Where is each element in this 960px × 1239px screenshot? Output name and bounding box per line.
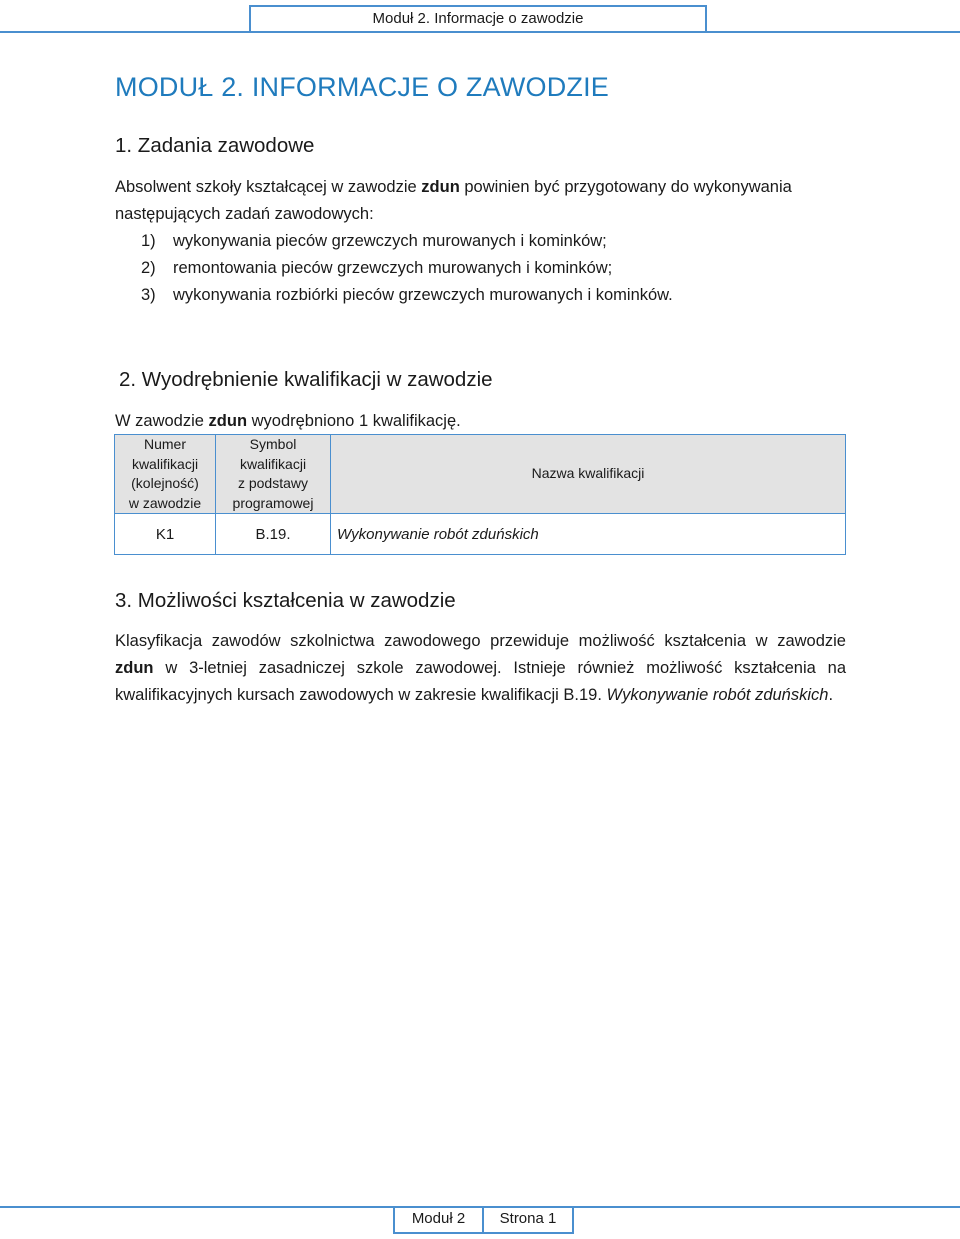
header-line: (kolejność) bbox=[131, 475, 199, 491]
section1-intro-text: Absolwent szkoły kształcącej w zawodzie bbox=[115, 178, 422, 196]
header-line: z podstawy bbox=[237, 475, 309, 491]
list-item-number: 1) bbox=[141, 232, 156, 250]
section3-bold: zdun bbox=[115, 659, 154, 677]
list-item-text: wykonywania pieców grzewczych murowanych i kominków; bbox=[173, 232, 607, 250]
section3-paragraph bbox=[115, 628, 846, 709]
list-item-number: 2) bbox=[141, 259, 156, 277]
section2-intro-bold: zdun bbox=[208, 412, 248, 430]
header-title: Moduł 2. Informacje o zawodzie bbox=[372, 10, 584, 27]
list-item-number: 3) bbox=[141, 286, 156, 304]
section2-intro bbox=[115, 408, 461, 435]
list-item bbox=[141, 228, 841, 255]
cell-symbol: B.19. bbox=[216, 514, 331, 555]
table-header-name: Nazwa kwalifikacji bbox=[331, 435, 846, 514]
section2-intro-text-end: wyodrębniono 1 kwalifikację. bbox=[247, 412, 461, 430]
cell-name bbox=[331, 514, 846, 555]
footer-module: Moduł 2 bbox=[411, 1210, 466, 1227]
header-line: kwalifikacji bbox=[131, 455, 199, 472]
section1-intro-text-end: powinien być przygotowany do wykonywania następujących zadań zawodowych: bbox=[115, 178, 792, 223]
header-line: kwalifikacji bbox=[239, 455, 307, 472]
section3-text-end: . bbox=[828, 686, 834, 704]
qualification-table bbox=[114, 434, 846, 555]
section3-italic: Wykonywanie robót zduńskich bbox=[606, 686, 829, 704]
table-header-symbol bbox=[216, 435, 331, 514]
section3-heading: 3. Możliwości kształcenia w zawodzie bbox=[115, 589, 456, 612]
section1-intro bbox=[115, 174, 847, 228]
cell-number: K1 bbox=[115, 514, 216, 555]
table-header-row bbox=[115, 435, 846, 514]
header-line: w zawodzie bbox=[128, 494, 202, 511]
header-line: programowej bbox=[232, 494, 314, 511]
footer-page-number: Strona 1 bbox=[499, 1210, 557, 1227]
section2-intro-text: W zawodzie bbox=[115, 412, 209, 430]
section2-heading: 2. Wyodrębnienie kwalifikacji w zawodzie bbox=[119, 368, 493, 391]
table-header-number bbox=[115, 435, 216, 514]
table-row bbox=[115, 514, 846, 555]
list-item bbox=[141, 255, 841, 282]
cell-name-text: Wykonywanie robót zduńskich bbox=[337, 525, 539, 543]
task-list bbox=[141, 228, 841, 309]
header-line: Numer bbox=[143, 436, 186, 452]
section1-intro-bold: zdun bbox=[421, 178, 460, 196]
header-line: Symbol bbox=[249, 436, 297, 452]
page-title: MODUŁ 2. INFORMACJE O ZAWODZIE bbox=[115, 72, 610, 102]
list-item bbox=[141, 282, 841, 309]
list-item-text: wykonywania rozbiórki pieców grzewczych murowanych i kominków. bbox=[173, 286, 673, 304]
section3-text-mid: w 3-letniej zasadniczej szkole zawodowej. Istnieje również możliwość kształcenia na kwalifikacyjnych kursach zawodowych w zakresie kwalifikacji B.19. bbox=[115, 659, 846, 704]
section3-text: Klasyfikacja zawodów szkolnictwa zawodowego przewiduje możliwość kształcenia w zawodzie bbox=[115, 632, 846, 650]
section1-heading: 1. Zadania zawodowe bbox=[115, 134, 315, 157]
list-item-text: remontowania pieców grzewczych murowanych i kominków; bbox=[173, 259, 613, 277]
